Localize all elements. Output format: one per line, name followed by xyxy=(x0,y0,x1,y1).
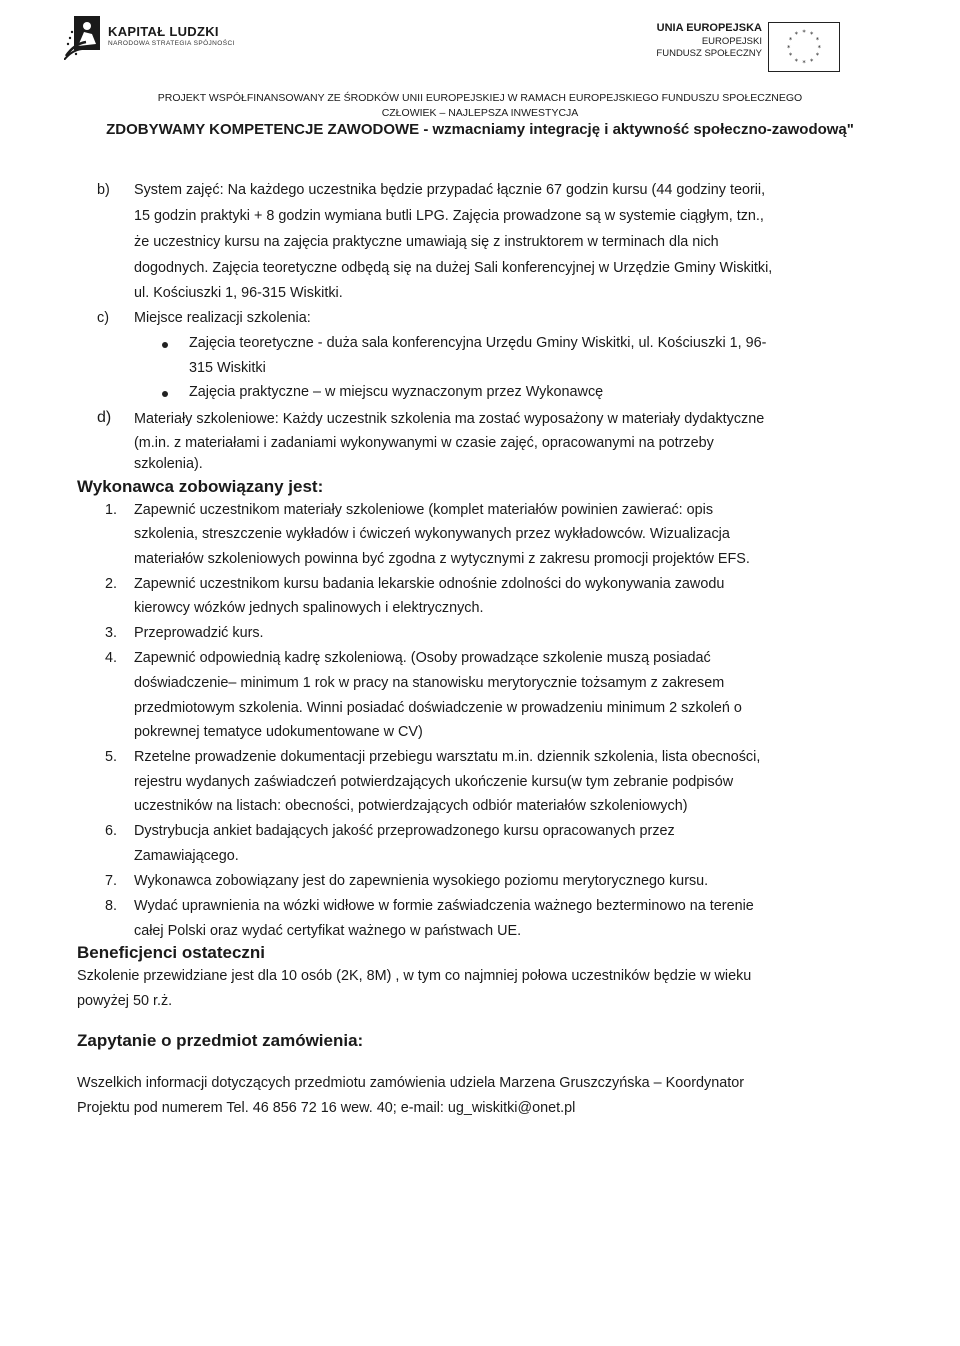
item-number: 6. xyxy=(105,823,118,839)
item-line: Dystrybucja ankiet badających jakość przeprowadzonego kursu opracowanych przez xyxy=(134,823,675,839)
eu-logo-line3: FUNDUSZ SPOŁECZNY xyxy=(656,48,762,59)
svg-text:*: * xyxy=(794,30,798,39)
eu-logo-line2: EUROPEJSKI xyxy=(701,36,762,47)
eu-logo xyxy=(620,22,840,78)
item-line: pokrewnej tematyce udokumentowane w CV) xyxy=(134,724,423,740)
item-line: Wykonawca zobowiązany jest do zapewnienia wysokiego poziomu merytorycznego kursu. xyxy=(134,873,709,889)
item-line: Wydać uprawnienia na wózki widłowe w formie zaświadczenia ważnego bezterminowo na terenie xyxy=(134,898,754,914)
beneficjenci-line: Szkolenie przewidziane jest dla 10 osób (2K, 8M) , w tym co najmniej połowa uczestników będzie w wieku xyxy=(77,968,752,984)
svg-text:*: * xyxy=(788,51,793,60)
section-b-line: System zajęć: Na każdego uczestnika będzie przypadać łącznie 67 godzin kursu (44 godziny teorii, xyxy=(134,182,766,198)
item-number: 4. xyxy=(105,650,118,666)
bullet-icon xyxy=(162,342,168,348)
bullet-icon xyxy=(162,391,168,397)
svg-text:*: * xyxy=(786,43,791,52)
item-line: Zapewnić odpowiednią kadrę szkoleniową. (Osoby prowadzące szkolenie muszą posiadać xyxy=(134,650,711,666)
svg-text:*: * xyxy=(802,59,806,68)
eu-logo-line1: UNIA EUROPEJSKA xyxy=(656,22,762,34)
section-b-line: że uczestnicy kursu na zajęcia praktyczne umawiają się z instruktorem w terminach dla nich xyxy=(134,234,719,250)
zapytanie-line: Wszelkich informacji dotyczących przedmiotu zamówienia udziela Marzena Gruszczyńska – Koordynator xyxy=(77,1075,745,1091)
section-b-line: ul. Kościuszki 1, 96-315 Wiskitki. xyxy=(134,285,343,301)
section-c-bullet-line: 315 Wiskitki xyxy=(189,360,266,376)
item-line: materiałów szkoleniowych powinna być zgodna z wytycznymi z zakresu promocji projektów EFS. xyxy=(134,551,750,567)
project-motto-line: CZŁOWIEK – NAJLEPSZA INWESTYCJA xyxy=(381,107,579,119)
section-d-marker: d) xyxy=(97,409,112,426)
item-line: przedmiotowym szkolenia. Winni posiadać doświadczenie w prowadzeniu minimum 2 szkoleń o xyxy=(134,700,742,716)
section-d-line: Materiały szkoleniowe: Każdy uczestnik szkolenia ma zostać wyposażony w materiały dydaktyczne xyxy=(134,411,765,427)
svg-text:*: * xyxy=(817,43,822,52)
item-line: Rzetelne prowadzenie dokumentacji przebiegu warsztatu m.in. dziennik szkolenia, lista obecności, xyxy=(134,749,761,765)
item-line: doświadczenie– minimum 1 rok w pracy na stanowisku merytorycznie tożsamym z zakresem xyxy=(134,675,725,691)
project-funding-line: PROJEKT WSPÓŁFINANSOWANY ZE ŚRODKÓW UNII EUROPEJSKIEJ W RAMACH EUROPEJSKIEGO FUNDUSZU SPOŁECZNEGO xyxy=(157,92,803,104)
item-number: 2. xyxy=(105,576,118,592)
zapytanie-heading: Zapytanie o przedmiot zamówienia: xyxy=(77,1031,364,1050)
section-c-bullet-line: Zajęcia praktyczne – w miejscu wyznaczonym przez Wykonawcę xyxy=(189,384,604,400)
svg-text:*: * xyxy=(810,30,814,39)
item-number: 8. xyxy=(105,898,118,914)
item-line: Zapewnić uczestnikom materiały szkoleniowe (komplet materiałów powinien zawierać: opis xyxy=(134,502,714,518)
item-line: Zamawiającego. xyxy=(134,848,239,864)
svg-text:*: * xyxy=(788,36,793,45)
left-logo-subtitle: NARODOWA STRATEGIA SPÓJNOŚCI xyxy=(108,40,235,47)
item-number: 7. xyxy=(105,873,118,889)
beneficjenci-line: powyżej 50 r.ż. xyxy=(77,993,173,1009)
section-d-line: (m.in. z materiałami i zadaniami wykonywanymi w czasie zajęć, opracowanymi na potrzeby xyxy=(134,435,714,451)
svg-text:*: * xyxy=(815,51,820,60)
left-logo-title: KAPITAŁ LUDZKI xyxy=(108,24,219,39)
item-line: rejestru wydanych zaświadczeń potwierdzających ukończenie kursu(w tym zebranie podpisów xyxy=(134,774,734,790)
item-line: szkolenia, streszczenie wykładów i ćwiczeń wykonywanych przez wykładowców. Wizualizacja xyxy=(134,526,730,542)
item-line: całej Polski oraz wydać certyfikat ważnego w państwach UE. xyxy=(134,923,522,939)
kapital-ludzki-emblem-icon xyxy=(64,16,102,60)
svg-text:*: * xyxy=(815,36,820,45)
item-line: kierowcy wózków jednych spalinowych i elektrycznych. xyxy=(134,600,484,616)
kapital-ludzki-logo xyxy=(64,16,235,62)
project-slogan: ZDOBYWAMY KOMPETENCJE ZAWODOWE - wzmacniamy integrację i aktywność społeczno-zawodową" xyxy=(106,121,854,138)
svg-text:*: * xyxy=(810,57,814,66)
svg-text:*: * xyxy=(802,28,806,37)
section-b-marker: b) xyxy=(97,182,110,198)
section-b-line: dogodnych. Zajęcia teoretyczne odbędą się na dużej Sali konferencyjnej w Urzędzie Gminy Wiskitki, xyxy=(134,260,773,276)
zapytanie-line: Projektu pod numerem Tel. 46 856 72 16 wew. 40; e-mail: ug_wiskitki@onet.pl xyxy=(77,1100,576,1116)
item-line: Zapewnić uczestnikom kursu badania lekarskie odnośnie zdolności do wykonywania zawodu xyxy=(134,576,725,592)
section-c-marker: c) xyxy=(97,310,109,326)
item-number: 5. xyxy=(105,749,118,765)
section-d-line: szkolenia). xyxy=(134,456,203,472)
section-c-bullet-line: Zajęcia teoretyczne - duża sala konferencyjna Urzędu Gminy Wiskitki, ul. Kościuszki 1, 96- xyxy=(189,335,767,351)
svg-text:*: * xyxy=(794,57,798,66)
item-number: 1. xyxy=(105,502,118,518)
document-header xyxy=(0,0,960,160)
eu-flag-icon xyxy=(768,22,840,72)
wykonawca-heading: Wykonawca zobowiązany jest: xyxy=(77,477,324,496)
section-c-title: Miejsce realizacji szkolenia: xyxy=(134,310,311,326)
beneficjenci-heading: Beneficjenci ostateczni xyxy=(77,943,266,962)
item-number: 3. xyxy=(105,625,118,641)
section-b-line: 15 godzin praktyki + 8 godzin wymiana butli LPG. Zajęcia prowadzone są w systemie ciągłym, tzn., xyxy=(134,208,764,224)
item-line: uczestników na listach: obecności, potwierdzających odbiór materiałów szkoleniowych) xyxy=(134,798,688,814)
item-line: Przeprowadzić kurs. xyxy=(134,625,264,641)
